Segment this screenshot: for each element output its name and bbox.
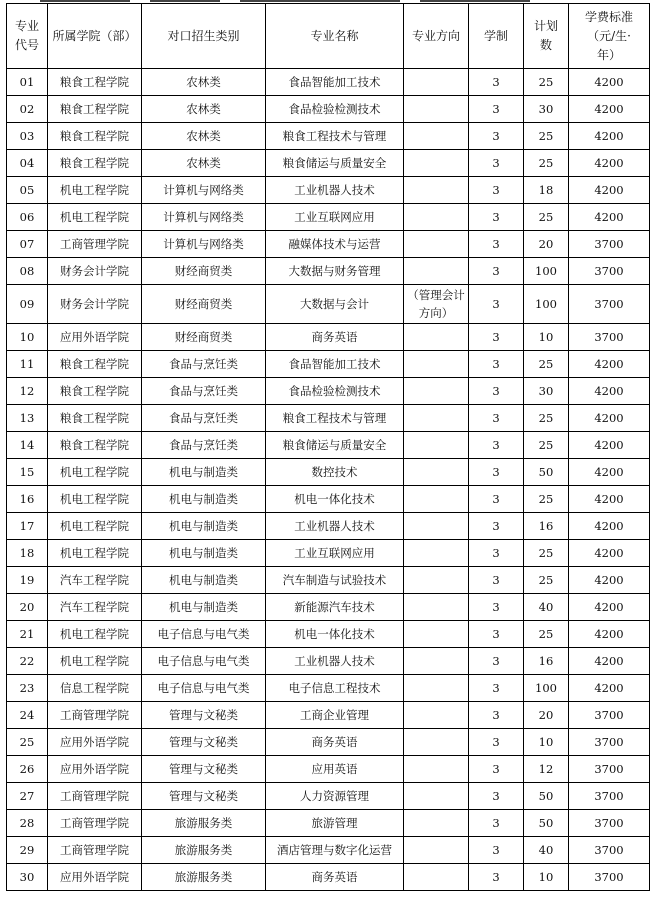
header-row [7,4,650,69]
cell-code: 24 [7,702,48,729]
cell-direction [404,567,469,594]
cell-fee: 4200 [569,648,650,675]
cell-fee: 4200 [569,351,650,378]
table-row [7,378,650,405]
cell-code: 03 [7,123,48,150]
cell-plan: 50 [524,783,569,810]
cell-plan: 25 [524,204,569,231]
cell-fee: 3700 [569,324,650,351]
cell-code: 23 [7,675,48,702]
cell-plan: 100 [524,258,569,285]
cell-duration: 3 [469,378,524,405]
cell-college: 粮食工程学院 [48,96,142,123]
cell-direction [404,594,469,621]
cell-fee: 3700 [569,783,650,810]
cell-duration: 3 [469,69,524,96]
enrollment-plan-table [6,3,650,891]
cell-college: 机电工程学院 [48,204,142,231]
cell-duration: 3 [469,351,524,378]
cell-fee: 4200 [569,567,650,594]
cell-plan: 30 [524,96,569,123]
cell-fee: 3700 [569,756,650,783]
cell-college: 应用外语学院 [48,324,142,351]
cell-duration: 3 [469,231,524,258]
cell-duration: 3 [469,756,524,783]
cell-fee: 4200 [569,621,650,648]
cell-category: 计算机与网络类 [142,231,266,258]
cell-code: 15 [7,459,48,486]
cell-plan: 50 [524,459,569,486]
cell-college: 机电工程学院 [48,486,142,513]
cell-direction [404,432,469,459]
cell-plan: 10 [524,729,569,756]
cell-category: 财经商贸类 [142,258,266,285]
table-row [7,177,650,204]
cell-code: 29 [7,837,48,864]
cell-major: 融媒体技术与运营 [266,231,404,258]
cell-category: 电子信息与电气类 [142,675,266,702]
cell-fee: 4200 [569,594,650,621]
header-plan: 计划数 [524,4,569,69]
cell-fee: 4200 [569,123,650,150]
cell-major: 应用英语 [266,756,404,783]
cell-direction [404,810,469,837]
cell-direction [404,864,469,891]
cell-category: 机电与制造类 [142,459,266,486]
cell-college: 汽车工程学院 [48,567,142,594]
cell-fee: 4200 [569,540,650,567]
cell-plan: 25 [524,351,569,378]
cell-duration: 3 [469,486,524,513]
cell-plan: 18 [524,177,569,204]
cell-category: 计算机与网络类 [142,177,266,204]
cell-major: 工业互联网应用 [266,540,404,567]
cell-fee: 4200 [569,378,650,405]
cell-major: 食品智能加工技术 [266,69,404,96]
cell-direction [404,702,469,729]
cell-fee: 4200 [569,177,650,204]
cell-code: 18 [7,540,48,567]
cell-fee: 4200 [569,150,650,177]
cell-plan: 25 [524,567,569,594]
cell-plan: 25 [524,540,569,567]
cell-code: 28 [7,810,48,837]
cell-major: 旅游管理 [266,810,404,837]
cell-direction [404,513,469,540]
cell-college: 粮食工程学院 [48,69,142,96]
header-fee: 学费标准（元/生·年） [569,4,650,69]
cell-category: 农林类 [142,69,266,96]
cell-college: 汽车工程学院 [48,594,142,621]
cell-college: 粮食工程学院 [48,378,142,405]
cell-duration: 3 [469,324,524,351]
cell-code: 14 [7,432,48,459]
cell-major: 新能源汽车技术 [266,594,404,621]
cell-fee: 3700 [569,285,650,324]
cell-major: 粮食储运与质量安全 [266,150,404,177]
cell-major: 工业机器人技术 [266,648,404,675]
cell-category: 管理与文秘类 [142,729,266,756]
cell-code: 13 [7,405,48,432]
cell-category: 食品与烹饪类 [142,351,266,378]
cell-major: 商务英语 [266,324,404,351]
cell-duration: 3 [469,96,524,123]
cell-direction [404,648,469,675]
cell-category: 电子信息与电气类 [142,648,266,675]
cell-college: 机电工程学院 [48,621,142,648]
cell-fee: 3700 [569,837,650,864]
cell-plan: 100 [524,285,569,324]
cell-major: 电子信息工程技术 [266,675,404,702]
cell-direction: （管理会计方向） [404,285,469,324]
table-row [7,231,650,258]
cell-direction [404,459,469,486]
cell-category: 机电与制造类 [142,540,266,567]
cell-direction [404,621,469,648]
cell-duration: 3 [469,177,524,204]
cell-direction [404,837,469,864]
cell-plan: 12 [524,756,569,783]
cell-category: 食品与烹饪类 [142,405,266,432]
cell-plan: 25 [524,486,569,513]
cell-duration: 3 [469,513,524,540]
cell-major: 工商企业管理 [266,702,404,729]
cell-major: 汽车制造与试验技术 [266,567,404,594]
cell-major: 大数据与会计 [266,285,404,324]
cell-direction [404,204,469,231]
cell-code: 21 [7,621,48,648]
cell-code: 09 [7,285,48,324]
cell-code: 10 [7,324,48,351]
cell-category: 管理与文秘类 [142,756,266,783]
cell-major: 食品检验检测技术 [266,96,404,123]
cell-college: 机电工程学院 [48,177,142,204]
cell-direction [404,69,469,96]
table-row [7,621,650,648]
cell-direction [404,729,469,756]
cell-college: 粮食工程学院 [48,432,142,459]
cell-direction [404,150,469,177]
cell-duration: 3 [469,648,524,675]
cell-college: 粮食工程学院 [48,405,142,432]
cell-category: 机电与制造类 [142,567,266,594]
cell-plan: 25 [524,405,569,432]
cell-fee: 3700 [569,258,650,285]
cell-major: 粮食工程技术与管理 [266,405,404,432]
cell-direction [404,756,469,783]
cell-college: 粮食工程学院 [48,150,142,177]
cell-category: 机电与制造类 [142,594,266,621]
cell-plan: 10 [524,324,569,351]
header-direction: 专业方向 [404,4,469,69]
cell-fee: 4200 [569,405,650,432]
table-row [7,486,650,513]
cell-direction [404,486,469,513]
cell-category: 电子信息与电气类 [142,621,266,648]
cell-fee: 4200 [569,204,650,231]
cell-code: 16 [7,486,48,513]
cell-college: 信息工程学院 [48,675,142,702]
cell-duration: 3 [469,285,524,324]
cell-major: 粮食储运与质量安全 [266,432,404,459]
cell-category: 财经商贸类 [142,285,266,324]
table-row [7,96,650,123]
table-row [7,513,650,540]
cell-duration: 3 [469,540,524,567]
header-code: 专业代号 [7,4,48,69]
cell-code: 02 [7,96,48,123]
cell-fee: 4200 [569,69,650,96]
table-row [7,324,650,351]
cell-plan: 25 [524,123,569,150]
cell-college: 工商管理学院 [48,837,142,864]
cell-major: 大数据与财务管理 [266,258,404,285]
cell-duration: 3 [469,459,524,486]
cell-direction [404,231,469,258]
cell-plan: 20 [524,231,569,258]
cell-college: 机电工程学院 [48,459,142,486]
cell-duration: 3 [469,567,524,594]
cell-college: 应用外语学院 [48,864,142,891]
cell-fee: 3700 [569,864,650,891]
cell-code: 25 [7,729,48,756]
cell-category: 管理与文秘类 [142,702,266,729]
table-row [7,123,650,150]
table-row [7,675,650,702]
table-row [7,756,650,783]
cell-category: 旅游服务类 [142,864,266,891]
cell-college: 机电工程学院 [48,540,142,567]
cell-code: 20 [7,594,48,621]
cell-major: 商务英语 [266,729,404,756]
cell-major: 食品检验检测技术 [266,378,404,405]
cell-category: 农林类 [142,96,266,123]
cell-code: 30 [7,864,48,891]
cell-major: 工业互联网应用 [266,204,404,231]
cell-duration: 3 [469,204,524,231]
cell-plan: 10 [524,864,569,891]
table-row [7,258,650,285]
cell-category: 旅游服务类 [142,810,266,837]
table-row [7,837,650,864]
cell-category: 农林类 [142,150,266,177]
cell-direction [404,96,469,123]
cell-college: 机电工程学院 [48,648,142,675]
cell-plan: 30 [524,378,569,405]
table-row [7,864,650,891]
cell-duration: 3 [469,702,524,729]
cell-college: 财务会计学院 [48,285,142,324]
table-row [7,810,650,837]
cell-category: 计算机与网络类 [142,204,266,231]
cell-major: 食品智能加工技术 [266,351,404,378]
cell-fee: 4200 [569,432,650,459]
cell-plan: 16 [524,513,569,540]
cell-duration: 3 [469,675,524,702]
table-row [7,729,650,756]
cell-fee: 3700 [569,810,650,837]
cell-college: 财务会计学院 [48,258,142,285]
cell-college: 工商管理学院 [48,810,142,837]
cell-code: 12 [7,378,48,405]
cell-major: 酒店管理与数字化运营 [266,837,404,864]
table-row [7,567,650,594]
cell-duration: 3 [469,594,524,621]
cell-direction [404,351,469,378]
cell-college: 工商管理学院 [48,783,142,810]
cell-fee: 3700 [569,702,650,729]
table-row [7,432,650,459]
table-row [7,351,650,378]
cell-direction [404,378,469,405]
table-row [7,783,650,810]
cell-plan: 100 [524,675,569,702]
cell-category: 管理与文秘类 [142,783,266,810]
cell-major: 机电一体化技术 [266,486,404,513]
table-row [7,150,650,177]
cell-major: 商务英语 [266,864,404,891]
cell-category: 机电与制造类 [142,486,266,513]
cell-college: 机电工程学院 [48,513,142,540]
cell-plan: 50 [524,810,569,837]
cell-code: 27 [7,783,48,810]
cell-code: 07 [7,231,48,258]
cell-duration: 3 [469,258,524,285]
cell-code: 01 [7,69,48,96]
cell-code: 19 [7,567,48,594]
header-major: 专业名称 [266,4,404,69]
cell-college: 工商管理学院 [48,231,142,258]
cell-plan: 25 [524,69,569,96]
cell-plan: 25 [524,621,569,648]
cell-major: 人力资源管理 [266,783,404,810]
cell-major: 粮食工程技术与管理 [266,123,404,150]
cell-direction [404,405,469,432]
table-row [7,648,650,675]
table-row [7,459,650,486]
cell-duration: 3 [469,864,524,891]
cell-plan: 16 [524,648,569,675]
cell-duration: 3 [469,783,524,810]
cell-college: 应用外语学院 [48,729,142,756]
cell-category: 旅游服务类 [142,837,266,864]
cell-category: 食品与烹饪类 [142,378,266,405]
cell-duration: 3 [469,837,524,864]
cell-direction [404,258,469,285]
cell-plan: 40 [524,837,569,864]
cell-duration: 3 [469,729,524,756]
cell-fee: 4200 [569,486,650,513]
header-college: 所属学院（部） [48,4,142,69]
cell-fee: 3700 [569,729,650,756]
cell-direction [404,123,469,150]
table-row [7,594,650,621]
cell-duration: 3 [469,621,524,648]
cell-major: 数控技术 [266,459,404,486]
cell-direction [404,540,469,567]
cell-major: 工业机器人技术 [266,513,404,540]
table-row [7,69,650,96]
cell-fee: 3700 [569,231,650,258]
cell-code: 05 [7,177,48,204]
table-row [7,285,650,324]
cell-duration: 3 [469,123,524,150]
cell-code: 17 [7,513,48,540]
cell-fee: 4200 [569,675,650,702]
cell-duration: 3 [469,810,524,837]
cell-direction [404,675,469,702]
cell-category: 财经商贸类 [142,324,266,351]
cell-college: 粮食工程学院 [48,123,142,150]
cell-fee: 4200 [569,459,650,486]
table-row [7,702,650,729]
cell-major: 机电一体化技术 [266,621,404,648]
cell-plan: 40 [524,594,569,621]
cell-duration: 3 [469,405,524,432]
cell-college: 工商管理学院 [48,702,142,729]
cell-college: 粮食工程学院 [48,351,142,378]
table-row [7,204,650,231]
cell-code: 26 [7,756,48,783]
table-row [7,405,650,432]
cell-code: 04 [7,150,48,177]
cell-code: 08 [7,258,48,285]
cell-direction [404,324,469,351]
cell-direction [404,177,469,204]
cell-code: 06 [7,204,48,231]
header-duration: 学制 [469,4,524,69]
cell-fee: 4200 [569,96,650,123]
cell-plan: 20 [524,702,569,729]
cell-category: 食品与烹饪类 [142,432,266,459]
cell-category: 机电与制造类 [142,513,266,540]
table-row [7,540,650,567]
cell-major: 工业机器人技术 [266,177,404,204]
cell-direction [404,783,469,810]
cell-fee: 4200 [569,513,650,540]
cell-plan: 25 [524,150,569,177]
cell-plan: 25 [524,432,569,459]
cell-code: 22 [7,648,48,675]
cell-duration: 3 [469,432,524,459]
cell-college: 应用外语学院 [48,756,142,783]
cell-duration: 3 [469,150,524,177]
cell-category: 农林类 [142,123,266,150]
cell-code: 11 [7,351,48,378]
header-category: 对口招生类别 [142,4,266,69]
